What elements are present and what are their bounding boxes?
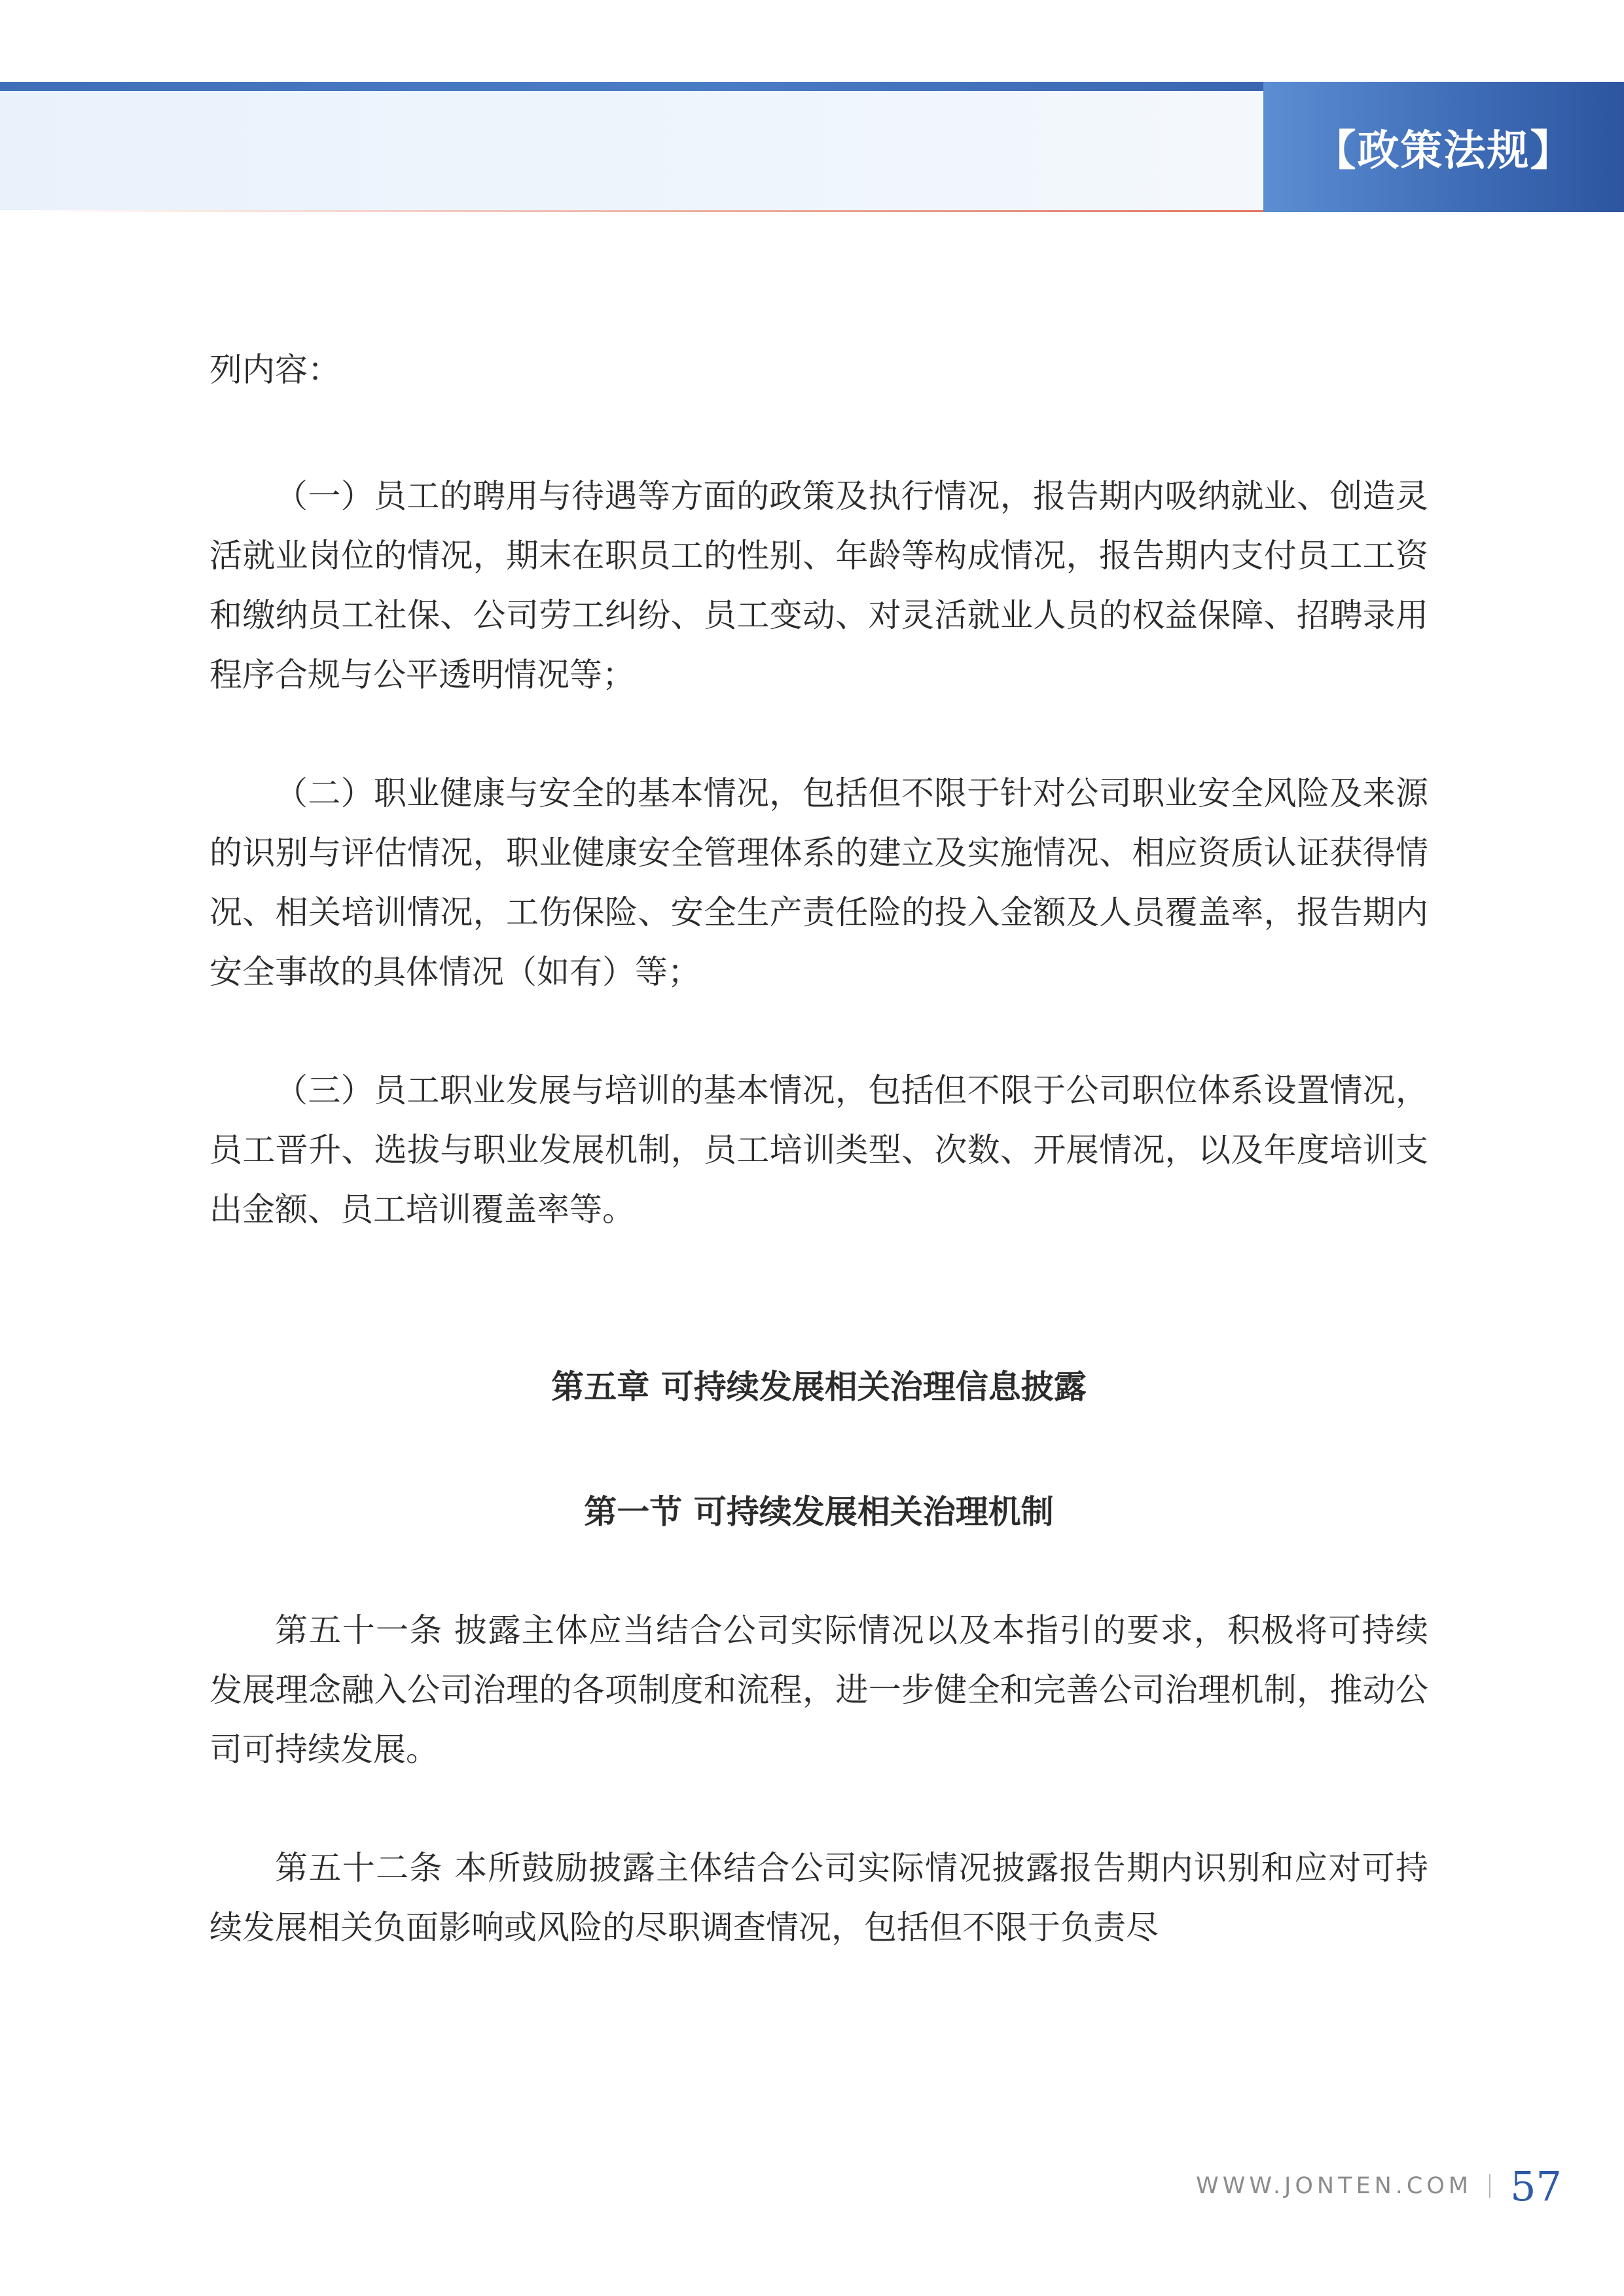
section-tag — [1263, 82, 1624, 212]
article-51: 第五十一条 披露主体应当结合公司实际情况以及本指引的要求，积极将可持续发展理念融入公司治理的各项制度和流程，进一步健全和完善公司治理机制，推动公司可持续发展。 — [209, 1611, 1428, 1768]
paragraph-continuation: 列内容： — [209, 351, 340, 389]
paragraph-item-3: （三）员工职业发展与培训的基本情况，包括但不限于公司职位体系设置情况，员工晋升、选拔与职业发展机制，员工培训类型、次数、开展情况，以及年度培训支出金额、员工培训覆盖率等。 — [209, 1071, 1428, 1229]
header-band — [0, 91, 1263, 210]
page-number: 57 — [1510, 2162, 1562, 2210]
section-title: 第一节 可持续发展相关治理机制 — [584, 1493, 1054, 1531]
page-footer — [1196, 2157, 1562, 2215]
header-top-line — [0, 82, 1263, 91]
website-url: WWW.JONTEN.COM — [1196, 2173, 1473, 2199]
paragraph-item-1: （一）员工的聘用与待遇等方面的政策及执行情况，报告期内吸纳就业、创造灵活就业岗位的情况，期末在职员工的性别、年龄等构成情况，报告期内支付员工工资和缴纳员工社保、公司劳工纠纷、员工变动、对灵活就业人员的权益保障、招聘录用程序合规与公平透明情况等； — [209, 477, 1428, 694]
document-body — [209, 340, 1428, 1958]
footer-divider — [1489, 2174, 1490, 2198]
paragraph-item-2: （二）职业健康与安全的基本情况，包括但不限于针对公司职业安全风险及来源的识别与评估情况，职业健康安全管理体系的建立及实施情况、相应资质认证获得情况、相关培训情况，工伤保险、安全生产责任险的投入金额及人员覆盖率，报告期内安全事故的具体情况（如有）等； — [209, 774, 1428, 991]
header-bottom-line — [26, 210, 1263, 212]
chapter-title: 第五章 可持续发展相关治理信息披露 — [551, 1368, 1087, 1406]
section-tag-label: 【政策法规】 — [1314, 126, 1574, 175]
article-52: 第五十二条 本所鼓励披露主体结合公司实际情况披露报告期内识别和应对可持续发展相关负面影响或风险的尽职调查情况，包括但不限于负责尽 — [209, 1849, 1428, 1946]
